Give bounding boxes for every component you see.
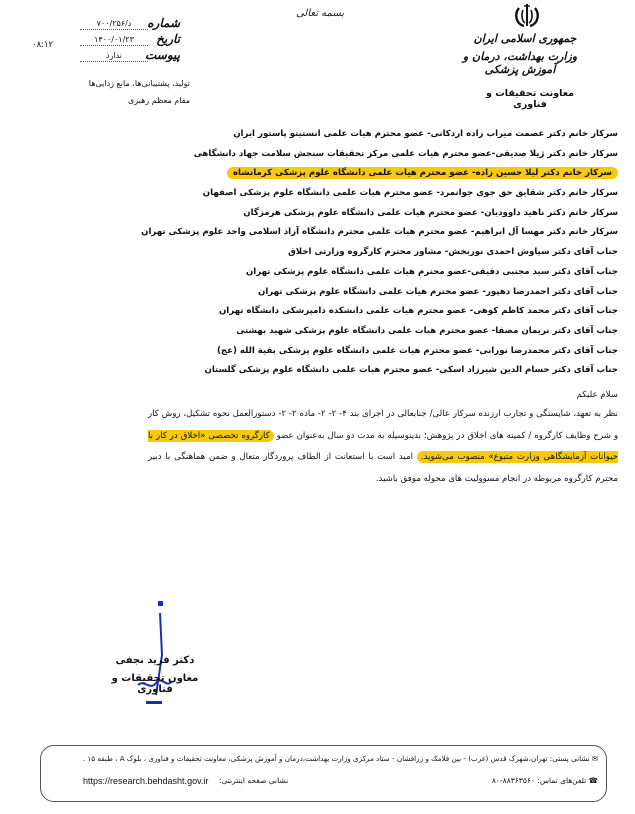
recipient-item: جناب آقای دکتر محمد کاظم کوهی- عضو محترم هیات علمی دانشکده دامپزشکی دانشگاه تهران <box>218 306 618 317</box>
signatory-title: معاون تحقیقات و فناوری <box>111 673 199 695</box>
cc-line-2: مقام معظم رهبری <box>127 96 190 105</box>
recipient-item: جناب آقای دکتر سید مجتبی دقیقی-عضو محترم هیات علمی دانشگاه علوم پزشکی تهران <box>245 266 618 277</box>
letter-number-row <box>80 14 180 30</box>
recipient-item: سرکار خانم دکتر مهسا آل ابراهیم- عضو محترم هیات علمی محترم دانشگاه آزاد اسلامی واحد علوم پزشکی تهران <box>141 227 618 238</box>
footer-contact-box <box>40 745 607 802</box>
letter-body-paragraph: نظر به تعهد، شایستگی و تجارب ارزنده سرکار عالی/ جنابعالی در اجرای بند ۴- ۲- ۲- ماده ۲- ۲- دستورالعمل نحوه تشکیل، روش کار و شرح وظایف کارگروه / کمیته های اخلاق در پژوهش؛ بدینوسیله به مدت دو سال به‌عنوان عضو کارگروه تخصصی «اخلاق در کار با حیوانات آزمایشگاهی وزارت متبوع» منصوب می‌شوید. امید است با استعانت از الطاف پروردگار متعال و ضمن هماهنگی با دبیر محترم کارگروه مربوطه در انجام مسوولیت های محوله موفق باشید. <box>148 409 618 484</box>
envelope-icon: ✉ <box>591 754 598 763</box>
postal-address: ✉ نشانی پستی: تهران،شهرک قدس (غرب) - بین فلامک و زرافشان - ستاد مرکزی وزارت بهداشت،درمان و آموزش پزشکی، معاونت تحقیقات و فناوری ، بلوک A ، طبقه ۱۵ . <box>82 754 598 763</box>
letter-attachment-row <box>80 46 180 62</box>
recipient-item: جناب آقای دکتر سیاوش احمدی نوربخش- مشاور محترم کارگروه وزارتی اخلاق <box>288 247 618 258</box>
letter-number-value: د/۷۰۰/۲۵۶ <box>80 19 148 30</box>
letter-attachment-value: ندارد <box>80 51 148 62</box>
phone-numbers: ☎ تلفن‌های تماس: ۸۸۳۶۳۵۶۰-۸۰ <box>491 776 598 785</box>
recipient-item-highlighted <box>150 164 618 184</box>
salutation: سلام علیکم <box>576 390 618 400</box>
government-name: جمهوری اسلامی ایران <box>473 32 577 45</box>
ministry-name: وزارت بهداشت، درمان و آموزش پزشکی <box>462 50 578 76</box>
iran-emblem-icon <box>510 2 544 30</box>
letter-number-label: شماره <box>147 16 180 30</box>
timestamp: ۰۸:۱۲ <box>32 40 54 50</box>
recipient-list <box>141 125 618 381</box>
letter-attachment-label: پیوست <box>145 48 180 62</box>
signatory-name: دکتر فرید نجفی <box>115 655 195 666</box>
cc-line-1: تولید، پشتیبانی‌ها، مانع زدایی‌ها <box>88 79 190 88</box>
recipient-item: سرکار خانم دکتر ناهید داوودیان- عضو محترم هیات علمی دانشگاه علوم پزشکی هرمزگان <box>243 207 618 218</box>
recipient-item: جناب آقای دکتر حسام الدین شیرزاد اسکی- عضو محترم هیات علمی دانشگاه علوم پزشکی گلستان <box>204 365 618 376</box>
recipient-item: سرکار خانم دکتر عصمت میراب زاده اردکانی- عضو محترم هیات علمی انستیتو پاستور ایران <box>233 129 618 139</box>
letter-date-label: تاریخ <box>156 32 180 46</box>
recipient-item: سرکار خانم دکتر شقایق حق جوی جوانمرد- عضو محترم هیات علمی دانشگاه علوم پزشکی اصفهان <box>202 188 618 199</box>
website-link[interactable]: https://research.behdasht.gov.ir <box>83 776 209 786</box>
recipient-item: جناب آقای دکتر احمدرضا دهپور- عضو محترم هیات علمی دانشگاه علوم پزشکی تهران <box>257 286 618 297</box>
department-name: معاونت تحقیقات و فناوری <box>486 88 574 110</box>
website-label: نشانی صفحه اینترنتی: <box>219 776 289 785</box>
telephone-icon: ☎ <box>588 776 598 785</box>
highlight-mark: کارگروه تخصصی «اخلاق در کار با حیوانات آزمایشگاهی وزارت متبوع» منصوب می‌شوید. <box>148 430 618 462</box>
letter-date-row <box>80 30 180 46</box>
recipient-item: جناب آقای دکتر محمدرضا نورانی- عضو محترم هیات علمی دانشگاه علوم پزشکی بقیة الله (عج) <box>216 345 618 356</box>
bismillah-heading: بسمه تعالی <box>295 8 345 19</box>
recipient-item: سرکار خانم دکتر ژیلا صدیقی-عضو محترم هیات علمی مرکز تحقیقات سنجش سلامت جهاد دانشگاهی <box>193 148 618 159</box>
letter-date-value: ۱۴۰۰/۰۱/۲۳ <box>80 35 148 46</box>
highlight-mark: سرکار خانم دکتر لیلا حسین زاده- عضو محترم هیات علمی دانشگاه علوم پزشکی کرمانشاه <box>227 167 618 179</box>
letter-meta <box>80 14 180 62</box>
recipient-item: جناب آقای دکتر نریمان مصفا- عضو محترم هیات علمی دانشگاه علوم پزشکی شهید بهشتی <box>236 325 618 336</box>
